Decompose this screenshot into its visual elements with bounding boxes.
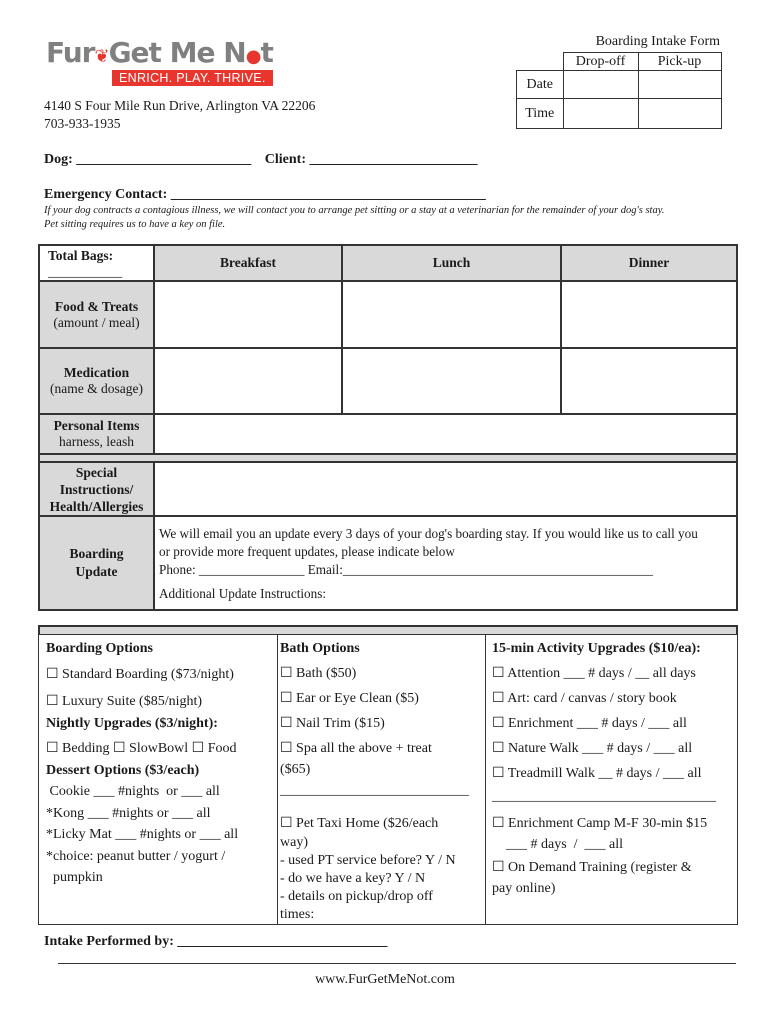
pet-taxi-cont: way) (280, 835, 308, 850)
special-line-1: Special (75, 464, 118, 480)
pet-taxi-details[interactable]: - details on pickup/drop off (280, 889, 433, 904)
food-title: Food & Treats (54, 298, 139, 314)
boarding-options-title: Boarding Options (46, 641, 153, 656)
medication-breakfast-field[interactable] (154, 348, 342, 414)
spa-price: ($65) (280, 762, 311, 777)
bath-options-column (280, 638, 469, 924)
logo-tagline: ENRICH. PLAY. THRIVE. (112, 70, 273, 86)
client-field[interactable]: Client: ________________________ (264, 152, 478, 167)
dessert-options-title: Dessert Options ($3/each) (46, 762, 200, 778)
update-contact-line[interactable]: Phone: ________________ Email:_______________________________________________ (159, 562, 653, 577)
food-dinner-field[interactable] (561, 281, 737, 348)
pet-taxi-checkbox[interactable]: ☐ Pet Taxi Home ($26/each (280, 816, 439, 831)
divider-2 (485, 635, 486, 924)
treadmill-walk-checkbox[interactable]: ☐ Treadmill Walk __ # days / ___ all (492, 766, 702, 781)
paw-icon: ❦ (94, 46, 109, 67)
special-instructions-label-cell (39, 462, 154, 516)
medication-dinner-field[interactable] (561, 348, 737, 414)
attention-checkbox[interactable]: ☐ Attention ___ # days / __ all days (492, 666, 696, 681)
nightly-upgrades-title: Nightly Upgrades ($3/night): (46, 715, 218, 731)
total-bags-line: ___________ (48, 264, 123, 279)
boarding-update-field[interactable] (154, 516, 737, 610)
activity-options-title: 15-min Activity Upgrades ($10/ea): (492, 641, 701, 656)
ear-eye-clean-checkbox[interactable]: ☐ Ear or Eye Clean ($5) (280, 691, 419, 706)
dog-field[interactable]: Dog: _________________________ (44, 152, 252, 167)
on-demand-training-checkbox[interactable]: ☐ On Demand Training (register & (492, 860, 692, 875)
standard-boarding-checkbox[interactable]: ☐ Standard Boarding ($73/night) (46, 666, 234, 682)
dessert-choice[interactable]: *choice: peanut butter / yogurt / (46, 848, 226, 864)
activity-divider: ________________________________ (492, 789, 716, 804)
street-address: 4140 S Four Mile Run Drive, Arlington VA 22206 (44, 98, 316, 113)
special-line-3: Health/Allergies (49, 498, 144, 514)
update-instructions-line[interactable]: Additional Update Instructions: (159, 586, 327, 601)
dessert-licky-mat[interactable]: *Licky Mat ___ #nights or ___ all (46, 827, 239, 842)
options-section (38, 625, 738, 925)
pickup-header: Pick-up (638, 53, 721, 71)
bath-options-title: Bath Options (280, 641, 360, 656)
activity-options-column (492, 638, 716, 899)
emergency-contact-field[interactable]: Emergency Contact: _____________________________________________ (44, 187, 486, 202)
time-label: Time (517, 99, 564, 129)
note-line-1: If your dog contracts a contagious illness, we will contact you to arrange pet sitting or a stay at a veterinarian for the remainder of your dog's stay. (44, 205, 665, 216)
food-breakfast-field[interactable] (154, 281, 342, 348)
pet-taxi-key[interactable]: - do we have a key? Y / N (280, 871, 426, 886)
footer-divider (58, 963, 736, 964)
food-label-cell (39, 281, 154, 348)
spa-checkbox[interactable]: ☐ Spa all the above + treat (280, 741, 432, 756)
boarding-update-line-1: Boarding (69, 546, 124, 561)
dessert-cookie[interactable]: Cookie ___ #nights or ___ all (46, 784, 220, 799)
bath-checkbox[interactable]: ☐ Bath ($50) (280, 666, 357, 681)
divider-1 (277, 635, 278, 924)
dropoff-header: Drop-off (563, 53, 638, 71)
pickup-date-field[interactable] (638, 71, 721, 99)
food-lunch-field[interactable] (342, 281, 561, 348)
update-text-line-2: or provide more frequent updates, please indicate below (159, 544, 455, 559)
dessert-choice-cont: pumpkin (46, 870, 103, 885)
care-grid (38, 244, 738, 611)
enrichment-camp-days[interactable]: ___ # days / ___ all (492, 837, 624, 852)
phone-number: 703-933-1935 (44, 116, 121, 131)
nail-trim-checkbox[interactable]: ☐ Nail Trim ($15) (280, 716, 385, 731)
illness-note (44, 204, 744, 232)
paw-icon: ● (245, 46, 261, 67)
dropoff-time-field[interactable] (563, 99, 638, 129)
boarding-update-label-cell (39, 516, 154, 610)
pet-taxi-used-before[interactable]: - used PT service before? Y / N (280, 853, 456, 868)
medication-lunch-field[interactable] (342, 348, 561, 414)
update-text-line-1: We will email you an update every 3 days of your dog's boarding stay. If you would like us to call you (159, 526, 698, 541)
boarding-update-line-2: Update (75, 564, 118, 579)
business-address (44, 97, 315, 133)
special-instructions-field[interactable] (154, 462, 737, 516)
luxury-suite-checkbox[interactable]: ☐ Luxury Suite ($85/night) (46, 694, 203, 709)
personal-items-sub: harness, leash (59, 434, 134, 449)
enrichment-checkbox[interactable]: ☐ Enrichment ___ # days / ___ all (492, 716, 687, 731)
medication-title: Medication (63, 365, 130, 380)
dropoff-pickup-table (516, 52, 722, 129)
options-top-bar (39, 626, 737, 635)
dessert-kong[interactable]: *Kong ___ #nights or ___ all (46, 805, 211, 821)
enrichment-camp-checkbox[interactable]: ☐ Enrichment Camp M-F 30-min $15 (492, 816, 708, 831)
intake-performed-field[interactable]: Intake Performed by: ______________________________ (44, 934, 388, 949)
lunch-header: Lunch (342, 245, 561, 281)
logo (46, 36, 273, 94)
footer-website[interactable]: www.FurGetMeNot.com (315, 972, 455, 987)
logo-brand: Fur❦Get Me N●t (46, 36, 273, 69)
total-bags-label: Total Bags: (48, 248, 114, 263)
breakfast-header: Breakfast (154, 245, 342, 281)
nature-walk-checkbox[interactable]: ☐ Nature Walk ___ # days / ___ all (492, 741, 693, 756)
nightly-upgrades-checkboxes[interactable]: ☐ Bedding ☐ SlowBowl ☐ Food (46, 741, 237, 756)
note-line-2: Pet sitting requires us to have a key on file. (44, 219, 226, 230)
medication-label-cell (39, 348, 154, 414)
personal-items-field[interactable] (154, 414, 737, 454)
row-separator (39, 454, 737, 462)
total-bags-cell[interactable] (39, 245, 154, 281)
form-title: Boarding Intake Form (595, 34, 720, 49)
personal-items-title: Personal Items (53, 418, 140, 433)
dinner-header: Dinner (561, 245, 737, 281)
medication-sub: (name & dosage) (50, 381, 143, 396)
food-sub: (amount / meal) (53, 314, 140, 330)
pet-taxi-times[interactable]: times: (280, 907, 315, 922)
date-label: Date (517, 71, 564, 99)
bath-divider: ___________________________ (280, 783, 469, 798)
dropoff-date-field[interactable] (563, 71, 638, 99)
on-demand-training-cont: pay online) (492, 881, 556, 896)
personal-items-label-cell (39, 414, 154, 454)
special-line-2: Instructions/ (59, 481, 134, 497)
boarding-options-column (46, 638, 238, 889)
pickup-time-field[interactable] (638, 99, 721, 129)
dog-client-row (44, 152, 478, 168)
art-checkbox[interactable]: ☐ Art: card / canvas / story book (492, 691, 677, 706)
